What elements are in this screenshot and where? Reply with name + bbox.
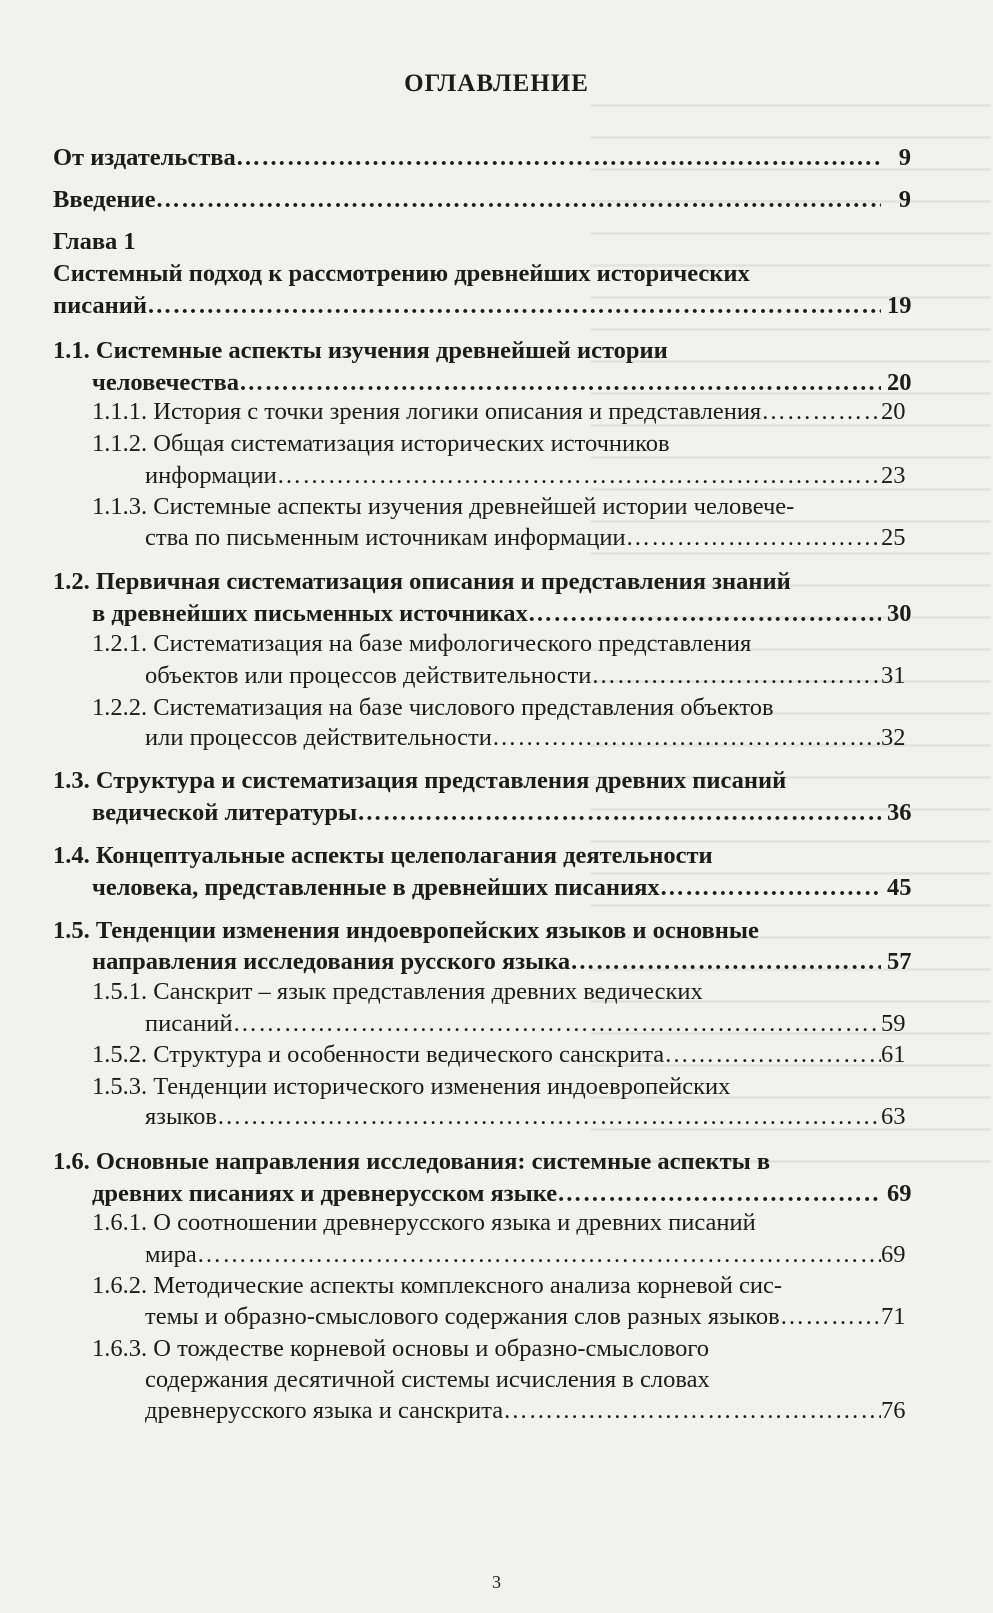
toc-entry-section-1-4 <box>0 872 993 904</box>
toc-entry-text: 1.1.3. Системные аспекты изучения древнейшей истории человече- <box>92 493 795 520</box>
toc-entry-text: 1.5.3. Тенденции исторического изменения индоевропейских <box>92 1073 731 1100</box>
toc-entry-text: 1.6.2. Методические аспекты комплексного анализа корневой сис- <box>92 1272 783 1299</box>
toc-section-heading <box>0 566 993 598</box>
toc-entry-text: 1.5.2. Структура и особенности ведического санскрита ………………………………………………………………………………………………………………………………………………………………………………………………………………………… <box>92 1039 881 1071</box>
toc-entry-page: 9 <box>898 144 911 171</box>
toc-entry-page: 59 <box>881 1010 906 1037</box>
toc-entry-page: 71 <box>881 1303 906 1330</box>
toc-entry-text: древнерусского языка и санскрита ………………………………………………………………………………………………………………………………………………………………………………………………………………………… <box>145 1395 881 1427</box>
toc-entry-text: содержания десятичной системы исчисления в словах <box>145 1366 710 1393</box>
toc-entry-section-1-5 <box>0 946 993 978</box>
toc-entry-page: 61 <box>881 1041 906 1068</box>
toc-entry-section-1-2 <box>0 598 993 630</box>
toc-entry-text: направления исследования русского языка ………………………………………………………………………………………………………………………………………………………………………………………………………………………… <box>92 946 881 978</box>
page-number: 3 <box>492 1572 501 1592</box>
toc-entry-subsection-1-1-3 <box>0 522 993 554</box>
toc-entry-subsection-1-1-2 <box>0 460 993 492</box>
toc-entry-text: писаний ………………………………………………………………………………………………………………………………………………………………………………………………………………………… <box>53 290 881 322</box>
toc-entry-text: темы и образно-смыслового содержания слов разных языков ………………………………………………………………………………………………………………………………………………………………………………………………………………………… <box>145 1301 881 1333</box>
toc-entry-page: 57 <box>887 948 912 975</box>
toc-entry-page: 32 <box>881 724 906 751</box>
toc-entry-text: Глава 1 <box>53 228 136 255</box>
toc-entry-page: 63 <box>881 1103 906 1130</box>
toc-entry-text: 1.1. Системные аспекты изучения древнейшей истории <box>53 337 668 364</box>
toc-entry-section-1-6 <box>0 1178 993 1210</box>
toc-section-heading <box>0 1146 993 1178</box>
toc-entry-text: 1.6. Основные направления исследования: системные аспекты в <box>53 1148 771 1175</box>
toc-section-heading <box>0 840 993 872</box>
toc-entry-subsection-1-5-3 <box>0 1101 993 1133</box>
toc-entry-page: 20 <box>881 398 906 425</box>
toc-entry-text: 1.2. Первичная систематизация описания и представления знаний <box>53 568 791 595</box>
toc-subsection-heading <box>0 692 993 724</box>
toc-entry-subsection-1-6-3 <box>0 1395 993 1427</box>
toc-entry-subsection-1-1-1 <box>0 396 993 428</box>
toc-entry-subsection-1-2-1 <box>0 660 993 692</box>
toc-entry-text: 1.1.1. История с точки зрения логики описания и представления ………………………………………………………………………………………………………………………………………………………………………………………………………………………… <box>92 396 881 428</box>
toc-entry-section-1-3 <box>0 797 993 829</box>
toc-entry-subsection-1-6-2 <box>0 1301 993 1333</box>
toc-entry-page: 9 <box>898 186 911 213</box>
toc-entry-page: 36 <box>887 799 912 826</box>
toc-entry-subsection-1-5-2 <box>0 1039 993 1071</box>
toc-entry-text: 1.4. Концептуальные аспекты целеполагания деятельности <box>53 842 713 869</box>
toc-entry-text: 1.3. Структура и систематизация представления древних писаний <box>53 767 787 794</box>
toc-entry-text: человечества ………………………………………………………………………………………………………………………………………………………………………………………………………………………… <box>92 367 881 399</box>
toc-entry-text: или процессов действительности ………………………………………………………………………………………………………………………………………………………………………………………………………………………… <box>145 722 881 754</box>
toc-entry-text: 1.5. Тенденции изменения индоевропейских языков и основные <box>53 917 759 944</box>
toc-subsection-heading <box>0 428 993 460</box>
toc-entry-subsection-1-5-1 <box>0 1008 993 1040</box>
toc-entry-text: человека, представленные в древнейших писаниях ………………………………………………………………………………………………………………………………………………………………………………………………………………………… <box>92 872 881 904</box>
toc-section-heading <box>0 765 993 797</box>
toc-entry-text: ведической литературы ………………………………………………………………………………………………………………………………………………………………………………………………………………………… <box>92 797 881 829</box>
toc-section-heading <box>0 915 993 947</box>
toc-entry-page: 69 <box>887 1180 912 1207</box>
toc-entry-subsection-1-2-2 <box>0 722 993 754</box>
toc-entry-page: 25 <box>881 524 906 551</box>
toc-entry-text: 1.1.2. Общая систематизация исторических источников <box>92 430 670 457</box>
toc-entry-text: языков ………………………………………………………………………………………………………………………………………………………………………………………………………………………… <box>145 1101 881 1133</box>
toc-subsection-heading <box>0 1333 993 1365</box>
toc-subsection-heading <box>0 1364 993 1396</box>
toc-subsection-heading <box>0 1207 993 1239</box>
toc-chapter-title <box>0 258 993 290</box>
toc-title: ОГЛАВЛЕНИЕ <box>404 70 589 97</box>
toc-entry-text: ства по письменным источникам информации ………………………………………………………………………………………………………………………………………………………………………………………………………………………… <box>145 522 881 554</box>
toc-entry-text: информации ………………………………………………………………………………………………………………………………………………………………………………………………………………………… <box>145 460 881 492</box>
toc-entry-text: объектов или процессов действительности ………………………………………………………………………………………………………………………………………………………………………………………………………………………… <box>145 660 881 692</box>
toc-entry-text: Введение ………………………………………………………………………………………………………………………………………………………………………………………………………………………… <box>53 184 881 216</box>
toc-entry-page: 45 <box>887 874 912 901</box>
toc-subsection-heading <box>0 1270 993 1302</box>
toc-chapter-label <box>0 226 993 258</box>
toc-entry-text: древних писаниях и древнерусском языке ………………………………………………………………………………………………………………………………………………………………………………………………………………………… <box>92 1178 881 1210</box>
toc-entry-page: 23 <box>881 462 906 489</box>
toc-entry-text: 1.5.1. Санскрит – язык представления древних ведических <box>92 978 703 1005</box>
toc-entry-page: 69 <box>881 1241 906 1268</box>
toc-entry-text: 1.2.2. Систематизация на базе числового представления объектов <box>92 694 774 721</box>
toc-entry-publisher <box>0 142 993 174</box>
toc-subsection-heading <box>0 628 993 660</box>
toc-entry-page: 31 <box>881 662 906 689</box>
toc-entry-subsection-1-6-1 <box>0 1239 993 1271</box>
toc-entry-page: 30 <box>887 600 912 627</box>
toc-entry-text: 1.2.1. Систематизация на базе мифологического представления <box>92 630 752 657</box>
toc-entry-chapter-1 <box>0 290 993 322</box>
toc-entry-text: в древнейших письменных источниках ………………………………………………………………………………………………………………………………………………………………………………………………………………………… <box>92 598 881 630</box>
toc-subsection-heading <box>0 491 993 523</box>
toc-entry-page: 20 <box>887 369 912 396</box>
toc-entry-text: мира ………………………………………………………………………………………………………………………………………………………………………………………………………………………… <box>145 1239 881 1271</box>
toc-entry-text: Системный подход к рассмотрению древнейших исторических <box>53 260 750 287</box>
toc-entry-text: 1.6.3. О тождестве корневой основы и образно-смыслового <box>92 1335 710 1362</box>
toc-entry-text: 1.6.1. О соотношении древнерусского языка и древних писаний <box>92 1209 756 1236</box>
toc-entry-section-1-1 <box>0 367 993 399</box>
toc-entry-introduction <box>0 184 993 216</box>
toc-entry-text: писаний ………………………………………………………………………………………………………………………………………………………………………………………………………………………… <box>145 1008 881 1040</box>
toc-subsection-heading <box>0 1071 993 1103</box>
toc-entry-page: 76 <box>881 1397 906 1424</box>
toc-section-heading <box>0 335 993 367</box>
toc-entry-page: 19 <box>887 292 912 319</box>
toc-subsection-heading <box>0 976 993 1008</box>
toc-entry-text: От издательства ………………………………………………………………………………………………………………………………………………………………………………………………………………………… <box>53 142 881 174</box>
